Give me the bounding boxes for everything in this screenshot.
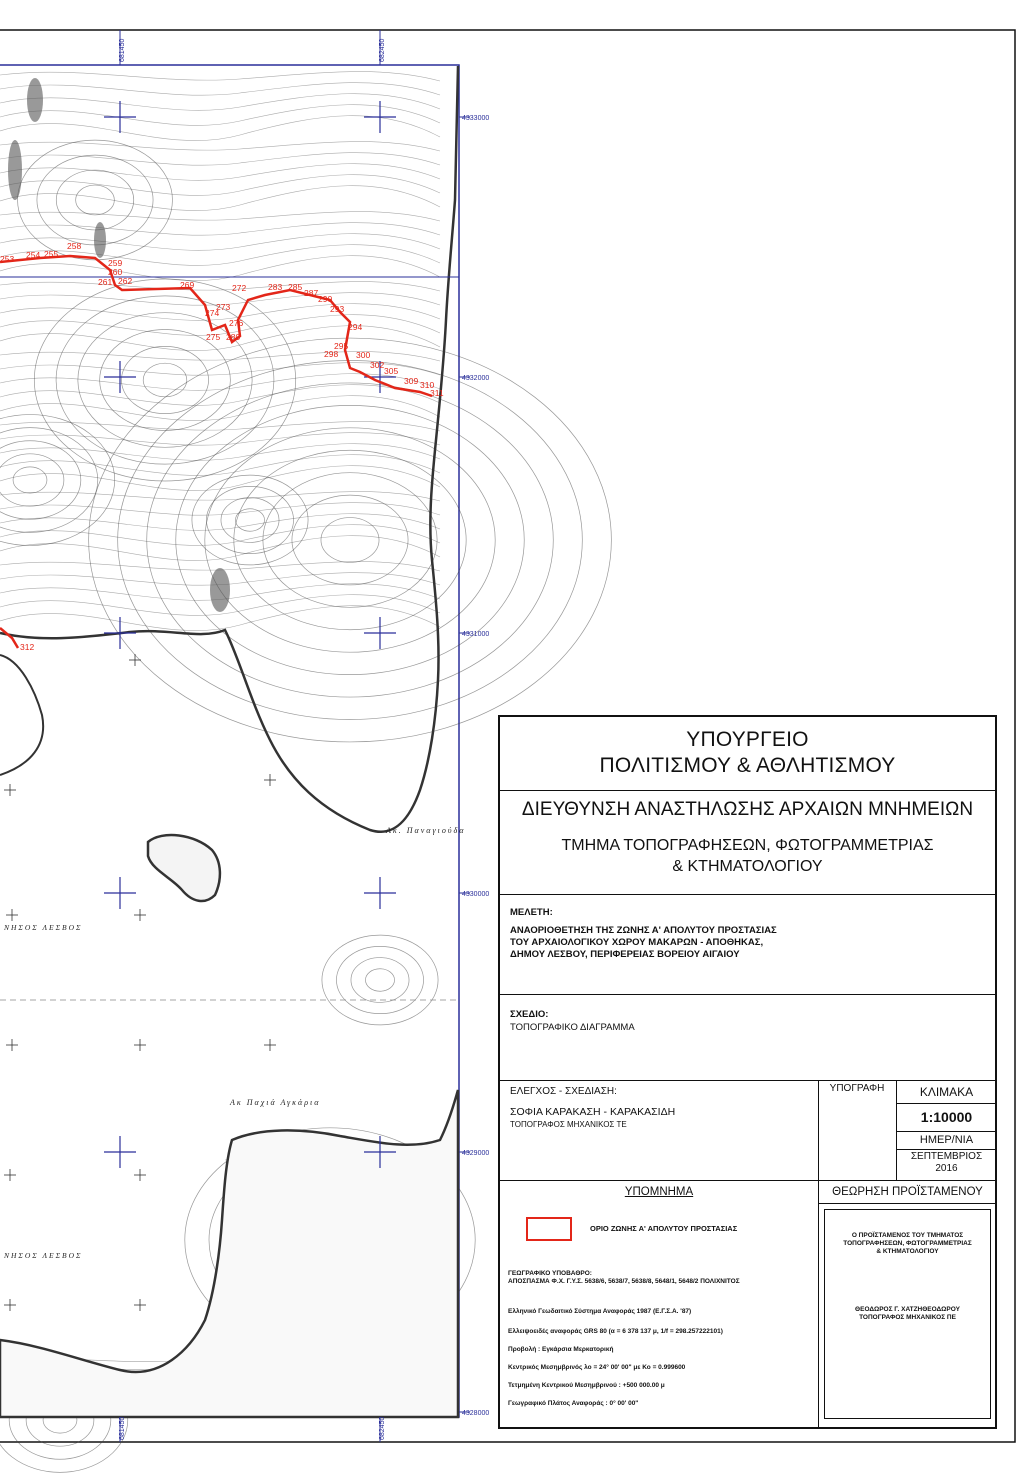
boundary-point-label: 294 — [348, 322, 363, 332]
department-name — [500, 835, 995, 877]
designer-name: ΣΟΦΙΑ ΚΑΡΑΚΑΣΗ - ΚΑΡΑΚΑΣΙΔΗ — [510, 1106, 676, 1118]
signature-label: ΥΠΟΓΡΑΦΗ — [829, 1083, 885, 1094]
contour-line — [100, 330, 231, 431]
divider — [818, 1180, 819, 1429]
northing-label: 4330000 — [462, 891, 490, 898]
date-year: 2016 — [935, 1163, 958, 1174]
boundary-point-label: 272 — [232, 283, 247, 293]
projection: Προβολή : Εγκάρσια Μερκατορική — [508, 1346, 614, 1353]
contour-line — [321, 518, 379, 563]
boundary-point-label: 254 — [26, 250, 41, 260]
check-label: ΕΛΕΓΧΟΣ - ΣΧΕΔΙΑΣΗ: — [510, 1086, 617, 1097]
study-line-2: ΤΟΥ ΑΡΧΑΙΟΛΟΓΙΚΟΥ ΧΩΡΟΥ ΜΑΚΑΡΩΝ - ΑΠΟΘΗΚΑΣ, — [510, 937, 764, 948]
boundary-point-label: 300 — [356, 350, 371, 360]
contour-line — [365, 969, 394, 991]
reference-latitude: Γεωγραφικό Πλάτος Αναφοράς : 0° 00' 00" — [508, 1400, 639, 1407]
geo-base-value: ΑΠΟΣΠΑΣΜΑ Φ.Χ. Γ.Υ.Σ. 5638/6, 5638/7, 5638/8, 5648/1, 5648/2 ΠΟΛΙΧΝΙΤΟΣ — [508, 1278, 740, 1285]
northing-label: 4331000 — [462, 631, 490, 638]
boundary-point-label: 298 — [324, 349, 339, 359]
scale-value: 1:10000 — [920, 1109, 973, 1125]
contour-line — [351, 958, 409, 1003]
contour-line — [0, 503, 440, 516]
study-line-3: ΔΗΜΟΥ ΛΕΣΒΟΥ, ΠΕΡΙΦΕΡΕΙΑΣ ΒΟΡΕΙΟΥ ΑΙΓΑΙΟΥ — [510, 949, 740, 960]
boundary-point-label: 285 — [288, 282, 303, 292]
ministry-line-1: ΥΠΟΥΡΓΕΙΟ — [686, 728, 809, 751]
contour-line — [56, 170, 133, 230]
scale-label: ΚΛΙΜΑΚΑ — [919, 1085, 974, 1099]
geo-base-label: ΓΕΩΓΡΑΦΙΚΟ ΥΠΟΒΑΘΡΟ: — [508, 1270, 592, 1277]
boundary-point-label: 295 — [334, 341, 349, 351]
contour-line — [0, 175, 440, 196]
boundary-point-label: 280 — [226, 332, 241, 342]
divider — [500, 790, 995, 791]
reference-system: Ελληνικό Γεωδαιτικό Σύστημα Αναφοράς 1987 (Ε.Γ.Σ.Α. '87) — [508, 1308, 692, 1315]
approval-title: ΘΕΩΡΗΣΗ ΠΡΟΪΣΤΑΜΕΝΟΥ — [832, 1186, 983, 1198]
contour-line — [0, 142, 440, 151]
contour-line — [89, 338, 612, 742]
boundary-line-south — [0, 628, 18, 648]
legend-boundary-label: ΟΡΙΟ ΖΩΝΗΣ Α' ΑΠΟΛΥΤΟΥ ΠΡΟΣΤΑΣΙΑΣ — [590, 1224, 738, 1233]
easting-label-top: 681450 — [119, 38, 126, 62]
approval-department — [818, 1232, 997, 1256]
contour-line — [76, 185, 115, 215]
boundary-point-label: 305 — [384, 366, 399, 376]
west-peninsula-coast — [0, 655, 43, 775]
contour-line — [0, 466, 440, 491]
contour-line — [0, 94, 440, 111]
contour-line — [118, 360, 583, 719]
boundary-point-label: 310 — [420, 380, 435, 390]
contour-line — [206, 486, 293, 553]
northing-label: 4333000 — [462, 115, 490, 122]
date-month: ΣΕΠΤΕΜΒΡΙΟΣ — [910, 1151, 983, 1162]
vegetation-patch — [94, 222, 106, 258]
ellipsoid: Ελλειψοειδές αναφοράς GRS 80 (α = 6 378 137 μ, 1/f = 298.257222101) — [508, 1328, 723, 1335]
boundary-point-label: 287 — [304, 288, 319, 298]
place-label: ΝΗΣΟΣ ΛΕΣΒΟΣ — [4, 1251, 83, 1260]
boundary-point-label: 259 — [108, 258, 123, 268]
divider — [500, 994, 995, 995]
contour-line — [263, 473, 437, 608]
contour-line — [205, 428, 495, 652]
boundary-point-label: 274 — [205, 308, 220, 318]
boundary-point-label: 275 — [206, 332, 221, 342]
contour-line — [0, 282, 440, 291]
designer-title: ΤΟΠΟΓΡΑΦΟΣ ΜΗΧΑΝΙΚΟΣ ΤΕ — [510, 1120, 627, 1129]
study-label: ΜΕΛΕΤΗ: — [510, 907, 553, 918]
contour-line — [0, 234, 440, 251]
contour-line — [13, 467, 47, 493]
boundary-point-label: 293 — [330, 304, 345, 314]
department-line-1: ΤΜΗΜΑ ΤΟΠΟΓΡΑΦΗΣΕΩΝ, ΦΩΤΟΓΡΑΜΜΕΤΡΙΑΣ — [561, 837, 934, 854]
divider — [818, 1080, 819, 1180]
contour-line — [0, 164, 440, 181]
contour-line — [0, 116, 440, 141]
contour-line — [0, 433, 440, 446]
divider — [500, 1080, 995, 1081]
easting-label-bottom: 681450 — [119, 1416, 126, 1440]
approval-line-1: Ο ΠΡΟΪΣΤΑΜΕΝΟΣ ΤΟΥ ΤΜΗΜΑΤΟΣ — [851, 1232, 964, 1239]
contour-line — [322, 935, 438, 1025]
contour-line — [0, 72, 440, 81]
ministry-name — [500, 727, 995, 779]
boundary-point-label: 262 — [118, 276, 133, 286]
vegetation-patch — [8, 140, 22, 200]
date-label: ΗΜΕΡ/ΝΙΑ — [919, 1134, 974, 1146]
boundary-point-label: 311 — [430, 388, 444, 398]
divider — [896, 1149, 997, 1150]
approver — [818, 1306, 997, 1322]
islet — [148, 835, 220, 901]
divider — [500, 1180, 995, 1181]
false-easting: Τετμημένη Κεντρικού Μεσημβρινού : +500 000.00 μ — [508, 1382, 665, 1389]
boundary-point-label: 273 — [216, 302, 231, 312]
boundary-point-label: 276 — [229, 318, 244, 328]
vegetation-patch — [210, 568, 230, 612]
contour-line — [0, 105, 440, 126]
contour-line — [292, 495, 408, 585]
ministry-line-2: ΠΟΛΙΤΙΣΜΟΥ & ΑΘΛΗΤΙΣΜΟΥ — [599, 754, 896, 777]
contour-line — [34, 279, 295, 481]
divider — [818, 1203, 997, 1204]
contour-line — [0, 396, 440, 421]
boundary-point-label: 260 — [108, 267, 123, 277]
boundary-point-label: 261 — [98, 277, 113, 287]
approval-line-2: ΤΟΠΟΓΡΑΦΗΣΕΩΝ, ΦΩΤΟΓΡΑΜΜΕΤΡΙΑΣ — [843, 1240, 972, 1247]
place-label: ΝΗΣΟΣ ΛΕΣΒΟΣ — [4, 923, 83, 932]
northing-label: 4328000 — [462, 1410, 490, 1417]
drawing-label: ΣΧΕΔΙΟ: — [510, 1009, 549, 1020]
study-line-1: ΑΝΑΟΡΙΟΘΕΤΗΣΗ ΤΗΣ ΖΩΝΗΣ Α' ΑΠΟΛΥΤΟΥ ΠΡΟΣΤΑΣΙΑΣ — [510, 925, 777, 936]
contour-line — [0, 83, 440, 96]
coastline-layer — [0, 66, 458, 1417]
divider — [896, 1103, 997, 1104]
contour-line — [0, 492, 440, 501]
drawing-value: ΤΟΠΟΓΡΑΦΙΚΟ ΔΙΑΓΡΑΜΜΑ — [510, 1022, 635, 1033]
approver-title: ΤΟΠΟΓΡΑΦΟΣ ΜΗΧΑΝΙΚΟΣ ΠΕ — [859, 1314, 956, 1321]
contour-line — [221, 498, 279, 543]
legend-title: ΥΠΟΜΝΗΜΑ — [624, 1186, 694, 1198]
legend-boundary-swatch — [526, 1217, 572, 1241]
title-block — [498, 715, 997, 1429]
boundary-point-label: 269 — [180, 280, 195, 290]
directorate-name: ΔΙΕΥΘΥΝΣΗ ΑΝΑΣΤΗΛΩΣΗΣ ΑΡΧΑΙΩΝ ΜΝΗΜΕΙΩΝ — [521, 799, 974, 820]
contour-line — [0, 186, 440, 211]
study-description — [510, 925, 980, 961]
boundary-point-label: 309 — [404, 376, 419, 386]
contour-line — [0, 385, 440, 406]
boundary-point-label: 283 — [268, 282, 283, 292]
department-line-2: & ΚΤΗΜΑΤΟΛΟΓΙΟΥ — [672, 858, 823, 875]
vegetation-patch — [27, 78, 43, 122]
contour-line — [0, 223, 440, 236]
boundary-point-label: 253 — [0, 254, 15, 264]
contour-line — [0, 455, 440, 476]
contour-line — [0, 153, 440, 166]
contour-line — [143, 363, 187, 397]
date-value — [896, 1151, 997, 1175]
contour-line — [336, 946, 423, 1013]
boundary-point-label: 255 — [44, 249, 59, 259]
divider — [896, 1131, 997, 1132]
northing-label: 4332000 — [462, 375, 490, 382]
contour-line — [0, 374, 440, 391]
northing-label: 4329000 — [462, 1150, 490, 1157]
place-label: Ακ Παχιά Αγκάρια — [230, 1098, 321, 1107]
divider — [500, 894, 995, 895]
easting-label-top: 682450 — [379, 38, 386, 62]
boundary-point-label: 302 — [370, 360, 385, 370]
central-meridian: Κεντρικός Μεσημβρινός λο = 24° 00' 00" με Κο = 0.999600 — [508, 1364, 686, 1371]
contour-line — [192, 475, 308, 565]
boundary-point-label: 290 — [318, 294, 333, 304]
easting-label-bottom: 682450 — [379, 1416, 386, 1440]
boundary-point-label: 258 — [67, 241, 82, 251]
place-label: Ακ. Παναγιούδα — [386, 826, 466, 835]
approval-line-3: & ΚΤΗΜΑΤΟΛΟΓΙΟΥ — [876, 1248, 939, 1255]
boundary-point-label: 312 — [20, 642, 35, 652]
approver-name: ΘΕΟΔΩΡΟΣ Γ. ΧΑΤΖΗΘΕΟΔΩΡΟΥ — [855, 1306, 960, 1313]
